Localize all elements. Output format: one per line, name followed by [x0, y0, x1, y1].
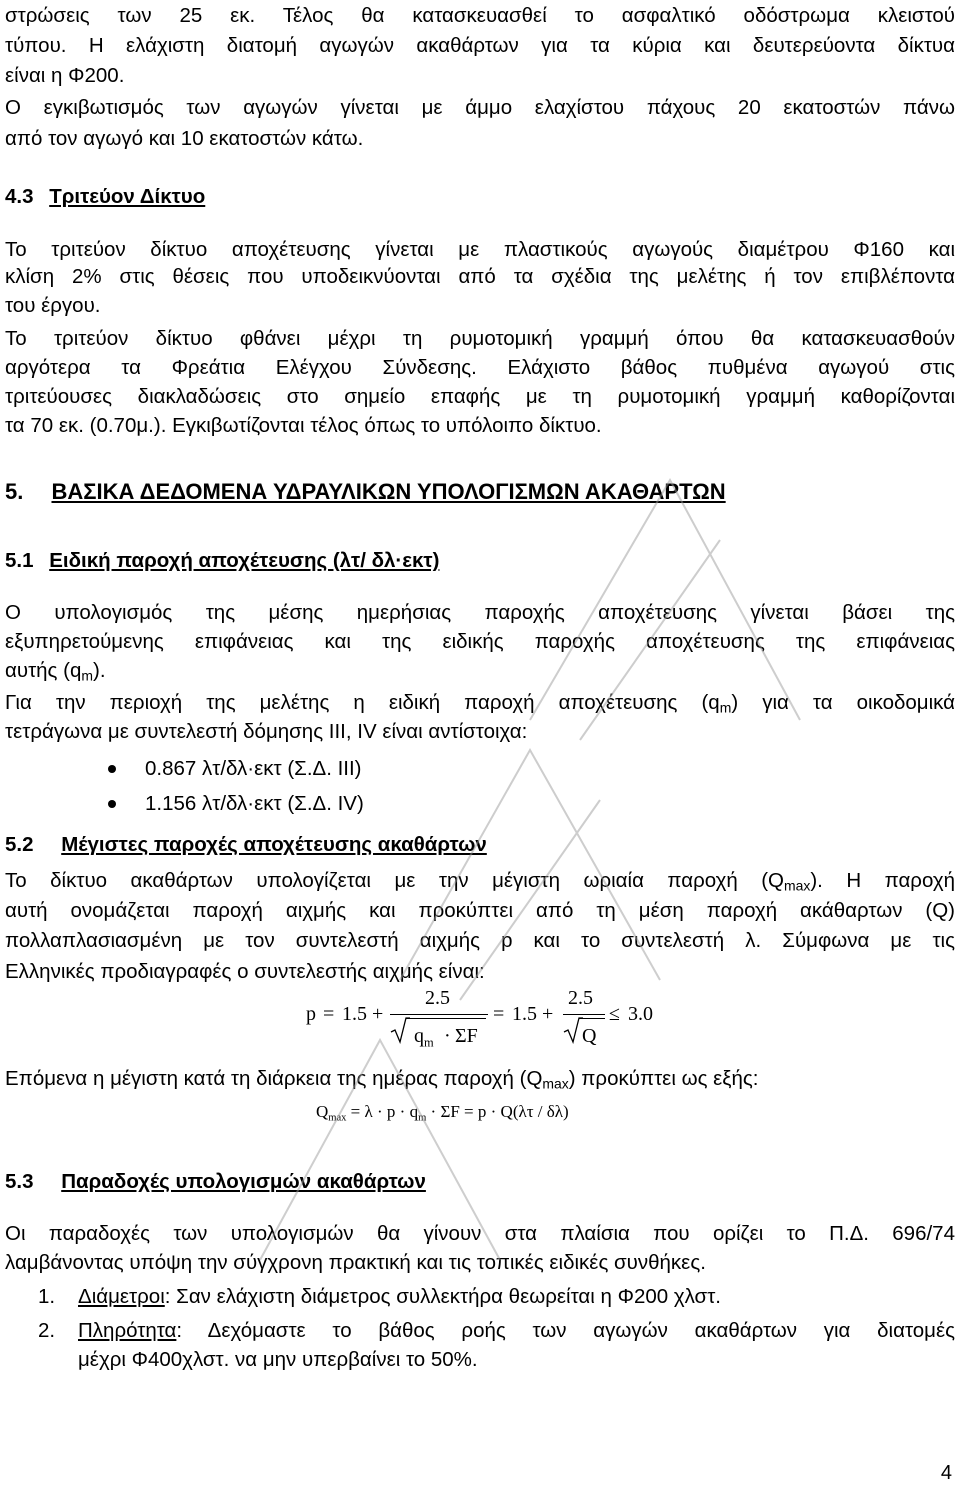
chapter-heading-5 [5, 480, 726, 504]
text-line [5, 659, 106, 687]
list-item [78, 1285, 721, 1309]
list-item [78, 1319, 955, 1343]
text-run: ) προκύπτει ως εξής: [568, 1067, 759, 1090]
eq-symbol: · ΣF = p · Q(λτ / δλ) [430, 1102, 569, 1121]
fraction-line [579, 1018, 605, 1019]
text-run: αυτής (q [5, 659, 82, 682]
subscript: m [81, 667, 93, 684]
list-item: 1.156 λτ/δλ·εκτ (Σ.Δ. ΙV) [145, 792, 364, 815]
sqrt-icon [563, 1016, 583, 1044]
eq-symbol: Q [582, 1025, 597, 1047]
fraction-line [563, 1014, 605, 1015]
text-line: πολλαπλασιασμένη με τον συντελεστή αιχμής p και το συντελεστή λ. Σύμφωνα με τις [5, 929, 955, 952]
text-line: αργότερα τα Φρεάτια Ελέγχου Σύνδεσης. Ελάχιστο βάθος πυθμένα αγωγού στις [5, 356, 955, 379]
eq-symbol: Q [316, 1102, 329, 1121]
eq-symbol: = λ · p · q [350, 1102, 419, 1121]
section-heading-5-2 [5, 833, 487, 857]
text-line: λαμβάνοντας υπόψη την σύγχρονη πρακτική και τις τοπικές ειδικές συνθήκες. [5, 1251, 706, 1274]
eq-symbol: 3.0 [628, 1003, 653, 1025]
text-line: μέχρι Φ400χλστ. να μην υπερβαίνει το 50%. [78, 1348, 478, 1371]
text-line: εξυπηρετούμενης επιφάνειας και της ειδικής παροχής αποχέτευσης της επιφάνειας [5, 630, 955, 653]
text-line: Το τριτεύον δίκτυο φθάνει μέχρι τη ρυμοτομική γραμμή όπου θα κατασκευασθούν [5, 327, 955, 350]
text-line: του έργου. [5, 294, 101, 317]
section-number: 5.2 [5, 833, 34, 856]
text-line: από τον αγωγό και 10 εκατοστών κάτω. [5, 127, 364, 150]
text-line: Το τριτεύον δίκτυο αποχέτευσης γίνεται με πλαστικούς αγωγούς διαμέτρου Φ160 και [5, 238, 955, 261]
text-line: είναι η Φ200. [5, 64, 125, 87]
text-line: στρώσεις των 25 εκ. Τέλος θα κατασκευασθεί το ασφαλτικό οδόστρωμα κλειστού [5, 4, 955, 27]
text-run: Το δίκτυο ακαθάρτων υπολογίζεται με την μέγιστη ωριαία παροχή (Q [5, 869, 784, 892]
section-title: Παραδοχές υπολογισμών ακαθάρτων [61, 1170, 426, 1193]
chapter-title: ΒΑΣΙΚΑ ΔΕΔΟΜΕΝΑ ΥΔΡΑΥΛΙΚΩΝ ΥΠΟΛΟΓΙΣΜΩΝ ΑΚΑΘΑΡΤΩΝ [51, 479, 726, 504]
subscript: m [719, 699, 732, 716]
text-line: τριτεύουσες διακλαδώσεις στο σημείο επαφής με τη ρυμοτομική γραμμή καθορίζονται [5, 385, 955, 408]
section-number: 5.3 [5, 1170, 34, 1193]
text-line: Οι παραδοχές των υπολογισμών θα γίνουν στα πλαίσια που ορίζει το Π.Δ. 696/74 [5, 1222, 955, 1245]
eq-symbol: 2.5 [568, 987, 593, 1009]
subscript: max [542, 1075, 569, 1092]
section-title: Ειδική παροχή αποχέτευσης (λτ/ δλ·εκτ) [49, 549, 440, 572]
eq-symbol: p [306, 1003, 316, 1025]
eq-symbol: ΣF [455, 1025, 478, 1047]
subscript: m [418, 1112, 427, 1124]
text-run: ) για τα οικοδομικά [731, 691, 955, 714]
page-number: 4 [940, 1462, 952, 1484]
section-heading-4-3 [5, 185, 205, 209]
fraction-line [406, 1018, 486, 1019]
list-number: 2. [38, 1319, 56, 1342]
equation-max-flow [316, 1102, 569, 1124]
bullet-icon [108, 765, 116, 773]
section-heading-5-1 [5, 549, 439, 573]
text-line: Ο εγκιβωτισμός των αγωγών γίνεται με άμμο ελαχίστου πάχους 20 εκατοστών πάνω [5, 96, 955, 119]
section-title: Τριτεύον Δίκτυο [49, 185, 206, 208]
text-line [5, 691, 955, 719]
text-run: Για την περιοχή της μελέτης η ειδική παροχή αποχέτευσης (q [5, 691, 720, 714]
text-run: : Σαν ελάχιστη διάμετρος συλλεκτήρα θεωρείται η Φ200 χλστ. [164, 1285, 721, 1308]
section-number: 5.1 [5, 549, 34, 572]
text-run: ). [93, 659, 106, 682]
text-run: ). Η παροχή [810, 869, 955, 892]
eq-symbol: 1.5 + [342, 1003, 384, 1025]
text-line: αυτή ονομάζεται παροχή αιχμής και προκύπτει από τη μέση παροχή ακάθαρτων (Q) [5, 899, 955, 922]
eq-symbol: 1.5 + [512, 1003, 554, 1025]
eq-symbol: q [414, 1025, 424, 1047]
text-line: κλίση 2% στις θέσεις που υποδεικνύονται από τα σχέδια της μελέτης ή τον επιβλέποντα [5, 265, 955, 288]
fraction-line [390, 1014, 488, 1015]
text-line: Ο υπολογισμός της μέσης ημερήσιας παροχής αποχέτευσης γίνεται βάσει της [5, 601, 955, 624]
subscript: m [424, 1035, 434, 1050]
section-title: Μέγιστες παροχές αποχέτευσης ακαθάρτων [61, 833, 487, 856]
text-line: Ελληνικές προδιαγραφές ο συντελεστής αιχμής είναι: [5, 960, 485, 983]
text-line [5, 869, 955, 897]
text-line [5, 1067, 758, 1095]
text-line: τα 70 εκ. (0.70μ.). Εγκιβωτίζονται τέλος όπως το υπόλοιπο δίκτυο. [5, 414, 602, 437]
eq-symbol: = [323, 1003, 335, 1025]
text-run: Επόμενα η μέγιστη κατά τη διάρκεια της ημέρας παροχή (Q [5, 1067, 543, 1090]
eq-symbol: 2.5 [425, 987, 450, 1009]
eq-symbol: ≤ [609, 1003, 620, 1025]
section-number: 4.3 [5, 185, 34, 208]
list-item: 0.867 λτ/δλ·εκτ (Σ.Δ. ΙΙΙ) [145, 757, 362, 780]
subscript: max [784, 877, 811, 894]
list-number: 1. [38, 1285, 56, 1308]
section-heading-5-3 [5, 1170, 426, 1194]
list-item-label: Πληρότητα [78, 1319, 177, 1342]
list-item-label: Διάμετροι [78, 1285, 165, 1308]
text-line: τετράγωνα με συντελεστή δόμησης ΙΙΙ, ΙV είναι αντίστοιχα: [5, 720, 528, 743]
bullet-icon [108, 800, 116, 808]
eq-symbol: = [493, 1003, 505, 1025]
sqrt-icon [390, 1016, 410, 1044]
section-number: 5. [5, 479, 24, 504]
eq-symbol: · [444, 1025, 451, 1047]
eq-symbol [414, 1025, 434, 1050]
text-run: : Δεχόμαστε το βάθος ροής των αγωγών ακαθάρτων για διατομές [176, 1319, 955, 1342]
text-line: τύπου. Η ελάχιστη διατομή αγωγών ακαθάρτων για τα κύρια και δευτερεύοντα δίκτυα [5, 34, 955, 57]
subscript: max [328, 1112, 347, 1124]
